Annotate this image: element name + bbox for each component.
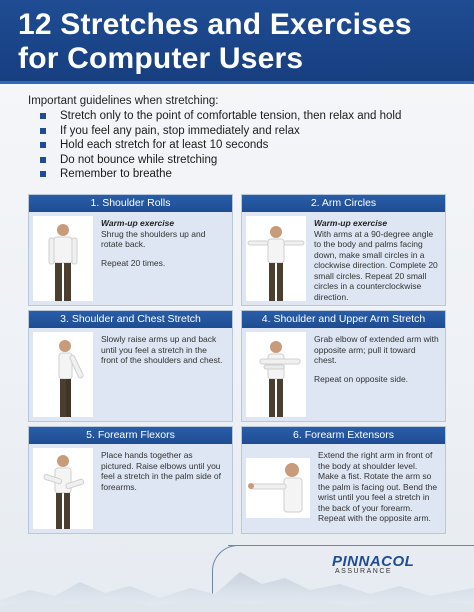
exercise-card-shoulder-upper-arm-stretch	[241, 310, 446, 422]
header-banner	[0, 0, 474, 84]
exercise-description: Slowly raise arms up and back until you feel a stretch in the front of the shoulders and chest.	[101, 334, 223, 365]
exercise-title: 4. Shoulder and Upper Arm Stretch	[242, 311, 445, 328]
exercise-extra: Repeat on opposite side.	[314, 373, 409, 384]
guideline-item: Remember to breathe	[28, 167, 448, 182]
bullet-square-icon	[40, 142, 46, 148]
page-title-line1: 12 Stretches and Exercises	[18, 8, 412, 41]
exercise-lead: Warm-up exercise	[314, 218, 388, 228]
person-arm-extended-image	[246, 458, 310, 518]
page-title-line2: for Computer Users	[18, 42, 304, 75]
guidelines-heading: Important guidelines when stretching:	[28, 95, 219, 107]
exercise-card-forearm-flexors	[28, 426, 233, 534]
person-arms-out-image	[246, 216, 306, 301]
guideline-item: Hold each stretch for at least 10 seconds	[28, 138, 448, 153]
guideline-item: If you feel any pain, stop immediately and relax	[28, 124, 448, 139]
person-hands-together-image	[33, 448, 93, 529]
company-logo	[332, 553, 450, 581]
exercise-title: 5. Forearm Flexors	[29, 427, 232, 444]
exercise-card-shoulder-rolls	[28, 194, 233, 306]
exercise-description: Warm-up exercise Shrug the shoulders up and rotate back. Repeat 20 times.	[93, 212, 232, 305]
guidelines-list	[28, 109, 448, 182]
exercise-description: Extend the right arm in front of the body at shoulder level. Make a fist. Rotate the arm so the palm is facing out. Bend the wrist until you feel a stretch in the back of your forearm. Repeat with the opposite arm.	[318, 450, 438, 523]
exercise-title: 1. Shoulder Rolls	[29, 195, 232, 212]
bullet-square-icon	[40, 128, 46, 134]
person-side-view-image	[33, 332, 93, 417]
guidelines-section	[28, 95, 448, 182]
exercise-lead: Warm-up exercise	[101, 218, 175, 228]
bullet-square-icon	[40, 113, 46, 119]
footer-divider	[228, 545, 474, 546]
exercise-title: 3. Shoulder and Chest Stretch	[29, 311, 232, 328]
bullet-square-icon	[40, 171, 46, 177]
exercise-extra: Repeat 20 times.	[101, 257, 166, 268]
guideline-item: Stretch only to the point of comfortable tension, then relax and hold	[28, 109, 448, 124]
exercise-card-forearm-extensors	[241, 426, 446, 534]
exercise-description: Place hands together as pictured. Raise elbows until you feel a stretch in the palm side of forearms.	[101, 450, 222, 492]
exercise-card-arm-circles	[241, 194, 446, 306]
exercise-card-shoulder-chest-stretch	[28, 310, 233, 422]
exercise-description: Warm-up exercise With arms at a 90-degree angle to the body and palms facing down, make small circles in a clockwise direction. Complete 20 small circles. Repeat 20 small circles in a counterclockwise direction.	[314, 218, 438, 302]
exercise-title: 6. Forearm Extensors	[242, 427, 445, 444]
person-arm-across-image	[246, 332, 306, 417]
logo-subtitle: ASSURANCE	[335, 568, 393, 575]
exercise-title: 2. Arm Circles	[242, 195, 445, 212]
person-standing-image	[33, 216, 93, 301]
exercise-description: Grab elbow of extended arm with opposite arm; pull it toward chest. Repeat on opposite side.	[314, 334, 439, 384]
guideline-item: Do not bounce while stretching	[28, 153, 448, 168]
bullet-square-icon	[40, 157, 46, 163]
logo-name: PINNACOL	[332, 553, 415, 570]
